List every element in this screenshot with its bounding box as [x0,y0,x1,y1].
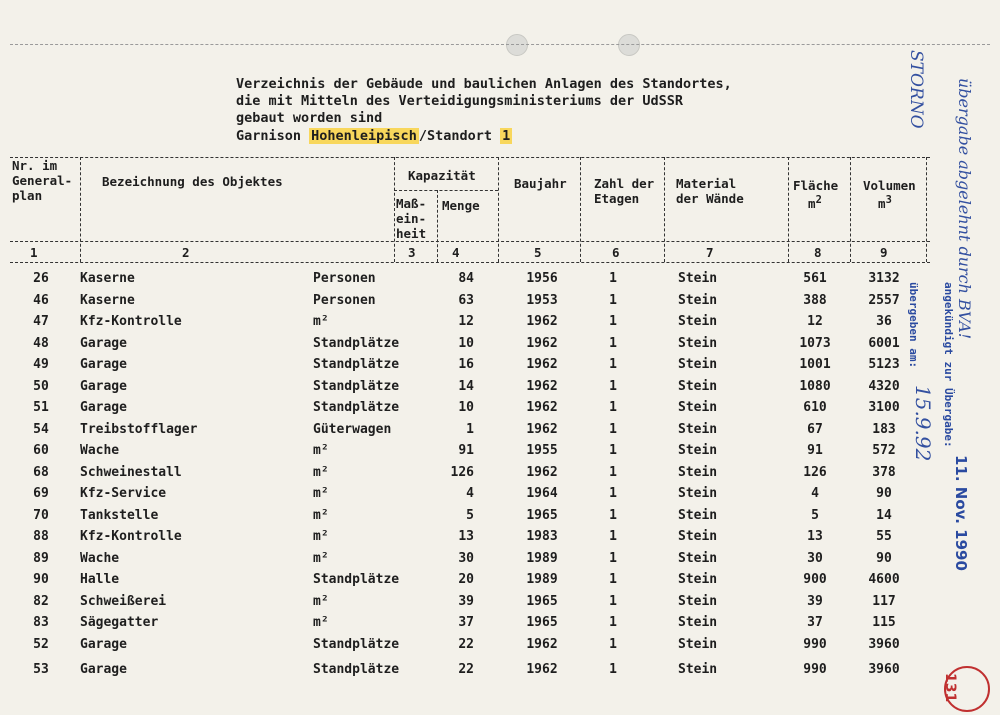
cell-nr: 68 [33,464,49,480]
table-row [0,637,1000,658]
cell-material: Stein [678,662,718,677]
header-amount: Menge [442,198,480,213]
cell-unit: m² [313,464,329,480]
cell-name: Tankstelle [80,507,159,523]
col-divider-5 [580,157,581,262]
cell-nr: 26 [33,271,49,286]
table-row [0,336,1000,357]
header-year: Baujahr [514,176,567,191]
cell-material: Stein [678,636,718,652]
handwritten-note: übergabe abgelehnt durch BVA! [955,78,974,340]
cell-area: 39 [807,593,823,609]
column-number-rule [10,262,930,263]
col-divider-6 [664,157,665,262]
cell-name: Sägegatter [80,615,159,630]
col-divider-3 [437,190,438,262]
table-row [0,486,1000,507]
cell-unit: m² [313,443,329,458]
cell-material: Stein [678,400,718,415]
cell-area: 126 [803,464,827,480]
title-line-2: die mit Mitteln des Verteidigungsministeriums der UdSSR [236,93,684,109]
cell-material: Stein [678,464,718,480]
col-num-5: 5 [534,245,542,260]
cell-qty: 91 [458,443,474,458]
cell-material: Stein [678,593,718,609]
cell-name: Wache [80,443,120,458]
header-floors: Zahl der Etagen [594,176,655,206]
cell-unit: m² [313,593,329,609]
table-row [0,594,1000,615]
cell-unit: Standplätze [313,357,400,372]
col-divider-2 [394,157,395,262]
header-volume-sup: 3 [885,194,892,206]
col-num-6: 6 [612,245,620,260]
cell-name: Wache [80,550,120,566]
cell-unit: m² [313,529,329,544]
cell-unit: m² [313,486,329,501]
cell-unit: Personen [313,271,376,286]
cell-unit: Standplätze [313,572,400,587]
table-row [0,615,1000,636]
table-row [0,422,1000,443]
cell-volume: 4320 [868,378,900,394]
cell-qty: 12 [458,314,474,329]
table-row [0,465,1000,486]
cell-volume: 6001 [868,335,900,351]
cell-year: 1962 [526,400,558,415]
garrison-name: Hohenleipisch [311,128,417,144]
cell-nr: 60 [33,443,49,458]
cell-area: 900 [803,572,827,587]
punch-hole-left [506,34,528,56]
cell-year: 1962 [526,335,558,351]
cell-volume: 3960 [868,636,900,652]
header-material: Material der Wände [676,176,744,206]
cell-volume: 115 [872,615,896,630]
header-top-rule [10,157,930,158]
cell-volume: 90 [876,550,892,566]
header-unit: Maß- ein- heit [396,196,427,241]
cell-unit: m² [313,507,329,523]
cell-name: Garage [80,662,127,677]
cell-area: 990 [803,636,827,652]
table-row [0,357,1000,378]
cell-material: Stein [678,378,718,394]
cell-nr: 48 [33,335,49,351]
cell-area: 388 [803,292,827,308]
cell-area: 13 [807,529,823,544]
cell-floors: 1 [609,550,617,566]
cell-area: 67 [807,421,823,437]
cell-material: Stein [678,529,718,544]
cell-nr: 49 [33,357,49,372]
cell-volume: 55 [876,529,892,544]
table-row [0,529,1000,550]
cell-unit: Standplätze [313,662,400,677]
cell-nr: 69 [33,486,49,501]
cell-year: 1989 [526,572,558,587]
capacity-sub-rule [394,190,498,191]
title-line-1: Verzeichnis der Gebäude und baulichen Anlagen des Standortes, [236,76,732,92]
cell-nr: 90 [33,572,49,587]
cell-qty: 14 [458,378,474,394]
cell-name: Kfz-Kontrolle [80,314,182,329]
header-volume-label: Volumen m [863,178,916,212]
garrison-line [236,128,512,144]
cell-nr: 83 [33,615,49,630]
cell-nr: 50 [33,378,49,394]
cell-year: 1964 [526,486,558,501]
cell-volume: 183 [872,421,896,437]
header-bottom-rule [10,241,930,242]
cell-volume: 5123 [868,357,900,372]
cell-qty: 4 [466,486,474,501]
cell-volume: 2557 [868,292,900,308]
cell-area: 5 [811,507,819,523]
cell-material: Stein [678,271,718,286]
cell-material: Stein [678,507,718,523]
cell-area: 990 [803,662,827,677]
cell-name: Kaserne [80,292,135,308]
cell-year: 1956 [526,271,558,286]
cell-name: Treibstofflager [80,421,198,437]
cell-volume: 3960 [868,662,900,677]
cell-nr: 82 [33,593,49,609]
cell-name: Schweißerei [80,593,167,609]
table-row [0,572,1000,593]
cell-nr: 51 [33,400,49,415]
cell-year: 1965 [526,615,558,630]
cell-unit: Standplätze [313,636,400,652]
cell-unit: Standplätze [313,400,400,415]
cell-nr: 54 [33,421,49,437]
cell-qty: 20 [458,572,474,587]
cell-area: 37 [807,615,823,630]
cell-floors: 1 [609,314,617,329]
cell-qty: 10 [458,335,474,351]
cell-year: 1962 [526,357,558,372]
document-title [236,76,732,127]
cell-area: 1001 [799,357,831,372]
cell-material: Stein [678,292,718,308]
cell-qty: 5 [466,507,474,523]
cell-unit: Standplätze [313,378,400,394]
cell-unit: m² [313,550,329,566]
cell-year: 1962 [526,314,558,329]
cell-name: Halle [80,572,120,587]
cell-year: 1989 [526,550,558,566]
col-num-9: 9 [880,245,888,260]
header-object: Bezeichnung des Objektes [102,174,283,189]
col-divider-4 [498,157,499,262]
cell-floors: 1 [609,529,617,544]
table-row [0,271,1000,292]
handwritten-date: 15.9.92 [911,385,935,462]
col-divider-8 [850,157,851,262]
header-area-sup: 2 [815,194,822,206]
cell-year: 1962 [526,464,558,480]
cell-year: 1965 [526,593,558,609]
header-capacity: Kapazität [408,168,476,183]
cell-area: 1080 [799,378,831,394]
cell-floors: 1 [609,378,617,394]
table-row [0,551,1000,572]
cell-area: 30 [807,550,823,566]
cell-name: Garage [80,378,127,394]
cell-year: 1953 [526,292,558,308]
cell-name: Schweinestall [80,464,182,480]
cell-volume: 14 [876,507,892,523]
cell-floors: 1 [609,357,617,372]
cell-qty: 30 [458,550,474,566]
cell-nr: 53 [33,662,49,677]
cell-qty: 16 [458,357,474,372]
cell-name: Kfz-Kontrolle [80,529,182,544]
col-num-8: 8 [814,245,822,260]
table-row [0,443,1000,464]
col-divider-1 [80,157,81,262]
cell-floors: 1 [609,662,617,677]
cell-qty: 126 [450,464,474,480]
col-num-3: 3 [408,245,416,260]
cell-nr: 52 [33,636,49,652]
cell-material: Stein [678,314,718,329]
cell-year: 1955 [526,443,558,458]
table-row [0,314,1000,335]
cell-floors: 1 [609,271,617,286]
cell-area: 610 [803,400,827,415]
punch-hole-right [618,34,640,56]
cell-floors: 1 [609,400,617,415]
cell-volume: 90 [876,486,892,501]
cell-year: 1962 [526,378,558,394]
cell-volume: 117 [872,593,896,609]
col-divider-9 [926,157,927,262]
cell-volume: 4600 [868,572,900,587]
cell-unit: Standplätze [313,335,400,351]
cell-floors: 1 [609,335,617,351]
cell-unit: m² [313,615,329,630]
cell-floors: 1 [609,636,617,652]
cell-floors: 1 [609,593,617,609]
stamp-handed-over: übergeben am: [907,282,920,369]
cell-year: 1965 [526,507,558,523]
cell-material: Stein [678,443,718,458]
cell-name: Garage [80,636,127,652]
cell-material: Stein [678,421,718,437]
cell-qty: 39 [458,593,474,609]
cell-nr: 46 [33,292,49,308]
cell-name: Garage [80,400,127,415]
cell-volume: 3132 [868,271,900,286]
table-row [0,379,1000,400]
cell-material: Stein [678,357,718,372]
table-row [0,508,1000,529]
cell-area: 561 [803,271,827,286]
cell-name: Kaserne [80,271,135,286]
cell-floors: 1 [609,615,617,630]
cell-qty: 13 [458,529,474,544]
cell-qty: 22 [458,662,474,677]
cell-unit: m² [313,314,329,329]
header-area-label: Fläche m [793,178,839,212]
perforation-line [10,44,990,45]
cell-volume: 572 [872,443,896,458]
cell-area: 12 [807,314,823,329]
cell-unit: Güterwagen [313,421,392,437]
title-line-3: gebaut worden sind [236,110,383,126]
cell-floors: 1 [609,421,617,437]
cell-material: Stein [678,572,718,587]
stamp-announced: angekündigt zur Übergabe: [942,282,955,448]
cell-area: 1073 [799,335,831,351]
garrison-label: Garnison [236,128,310,144]
cell-qty: 10 [458,400,474,415]
table-row [0,400,1000,421]
cell-volume: 3100 [868,400,900,415]
cell-material: Stein [678,335,718,351]
circled-page-number: 131 [942,673,958,703]
table-row [0,293,1000,314]
cell-material: Stein [678,486,718,501]
col-num-4: 4 [452,245,460,260]
cell-qty: 37 [458,615,474,630]
handwritten-storno: STORNO [906,50,926,129]
cell-floors: 1 [609,486,617,501]
cell-year: 1983 [526,529,558,544]
cell-floors: 1 [609,507,617,523]
cell-nr: 47 [33,314,49,329]
cell-material: Stein [678,615,718,630]
cell-nr: 88 [33,529,49,544]
cell-volume: 378 [872,464,896,480]
cell-qty: 1 [466,421,474,437]
cell-material: Stein [678,550,718,566]
cell-year: 1962 [526,636,558,652]
site-label: /Standort [418,128,501,144]
cell-volume: 36 [876,314,892,329]
cell-qty: 63 [458,292,474,308]
col-num-1: 1 [30,245,38,260]
header-area [793,178,838,211]
cell-nr: 89 [33,550,49,566]
cell-qty: 22 [458,636,474,652]
cell-name: Kfz-Service [80,486,167,501]
table-row [0,662,1000,683]
cell-area: 91 [807,443,823,458]
cell-name: Garage [80,357,127,372]
site-number: 1 [502,128,511,144]
cell-year: 1962 [526,421,558,437]
cell-floors: 1 [609,443,617,458]
cell-nr: 70 [33,507,49,523]
col-num-2: 2 [182,245,190,260]
stamp-date: 11. Nov. 1990 [952,455,970,571]
cell-unit: Personen [313,292,376,308]
header-nr: Nr. im General- plan [12,158,73,203]
col-num-7: 7 [706,245,714,260]
cell-floors: 1 [609,572,617,587]
cell-qty: 84 [458,271,474,286]
cell-year: 1962 [526,662,558,677]
header-volume [863,178,916,211]
col-divider-7 [788,157,789,262]
cell-floors: 1 [609,464,617,480]
cell-floors: 1 [609,292,617,308]
cell-area: 4 [811,486,819,501]
cell-name: Garage [80,335,127,351]
